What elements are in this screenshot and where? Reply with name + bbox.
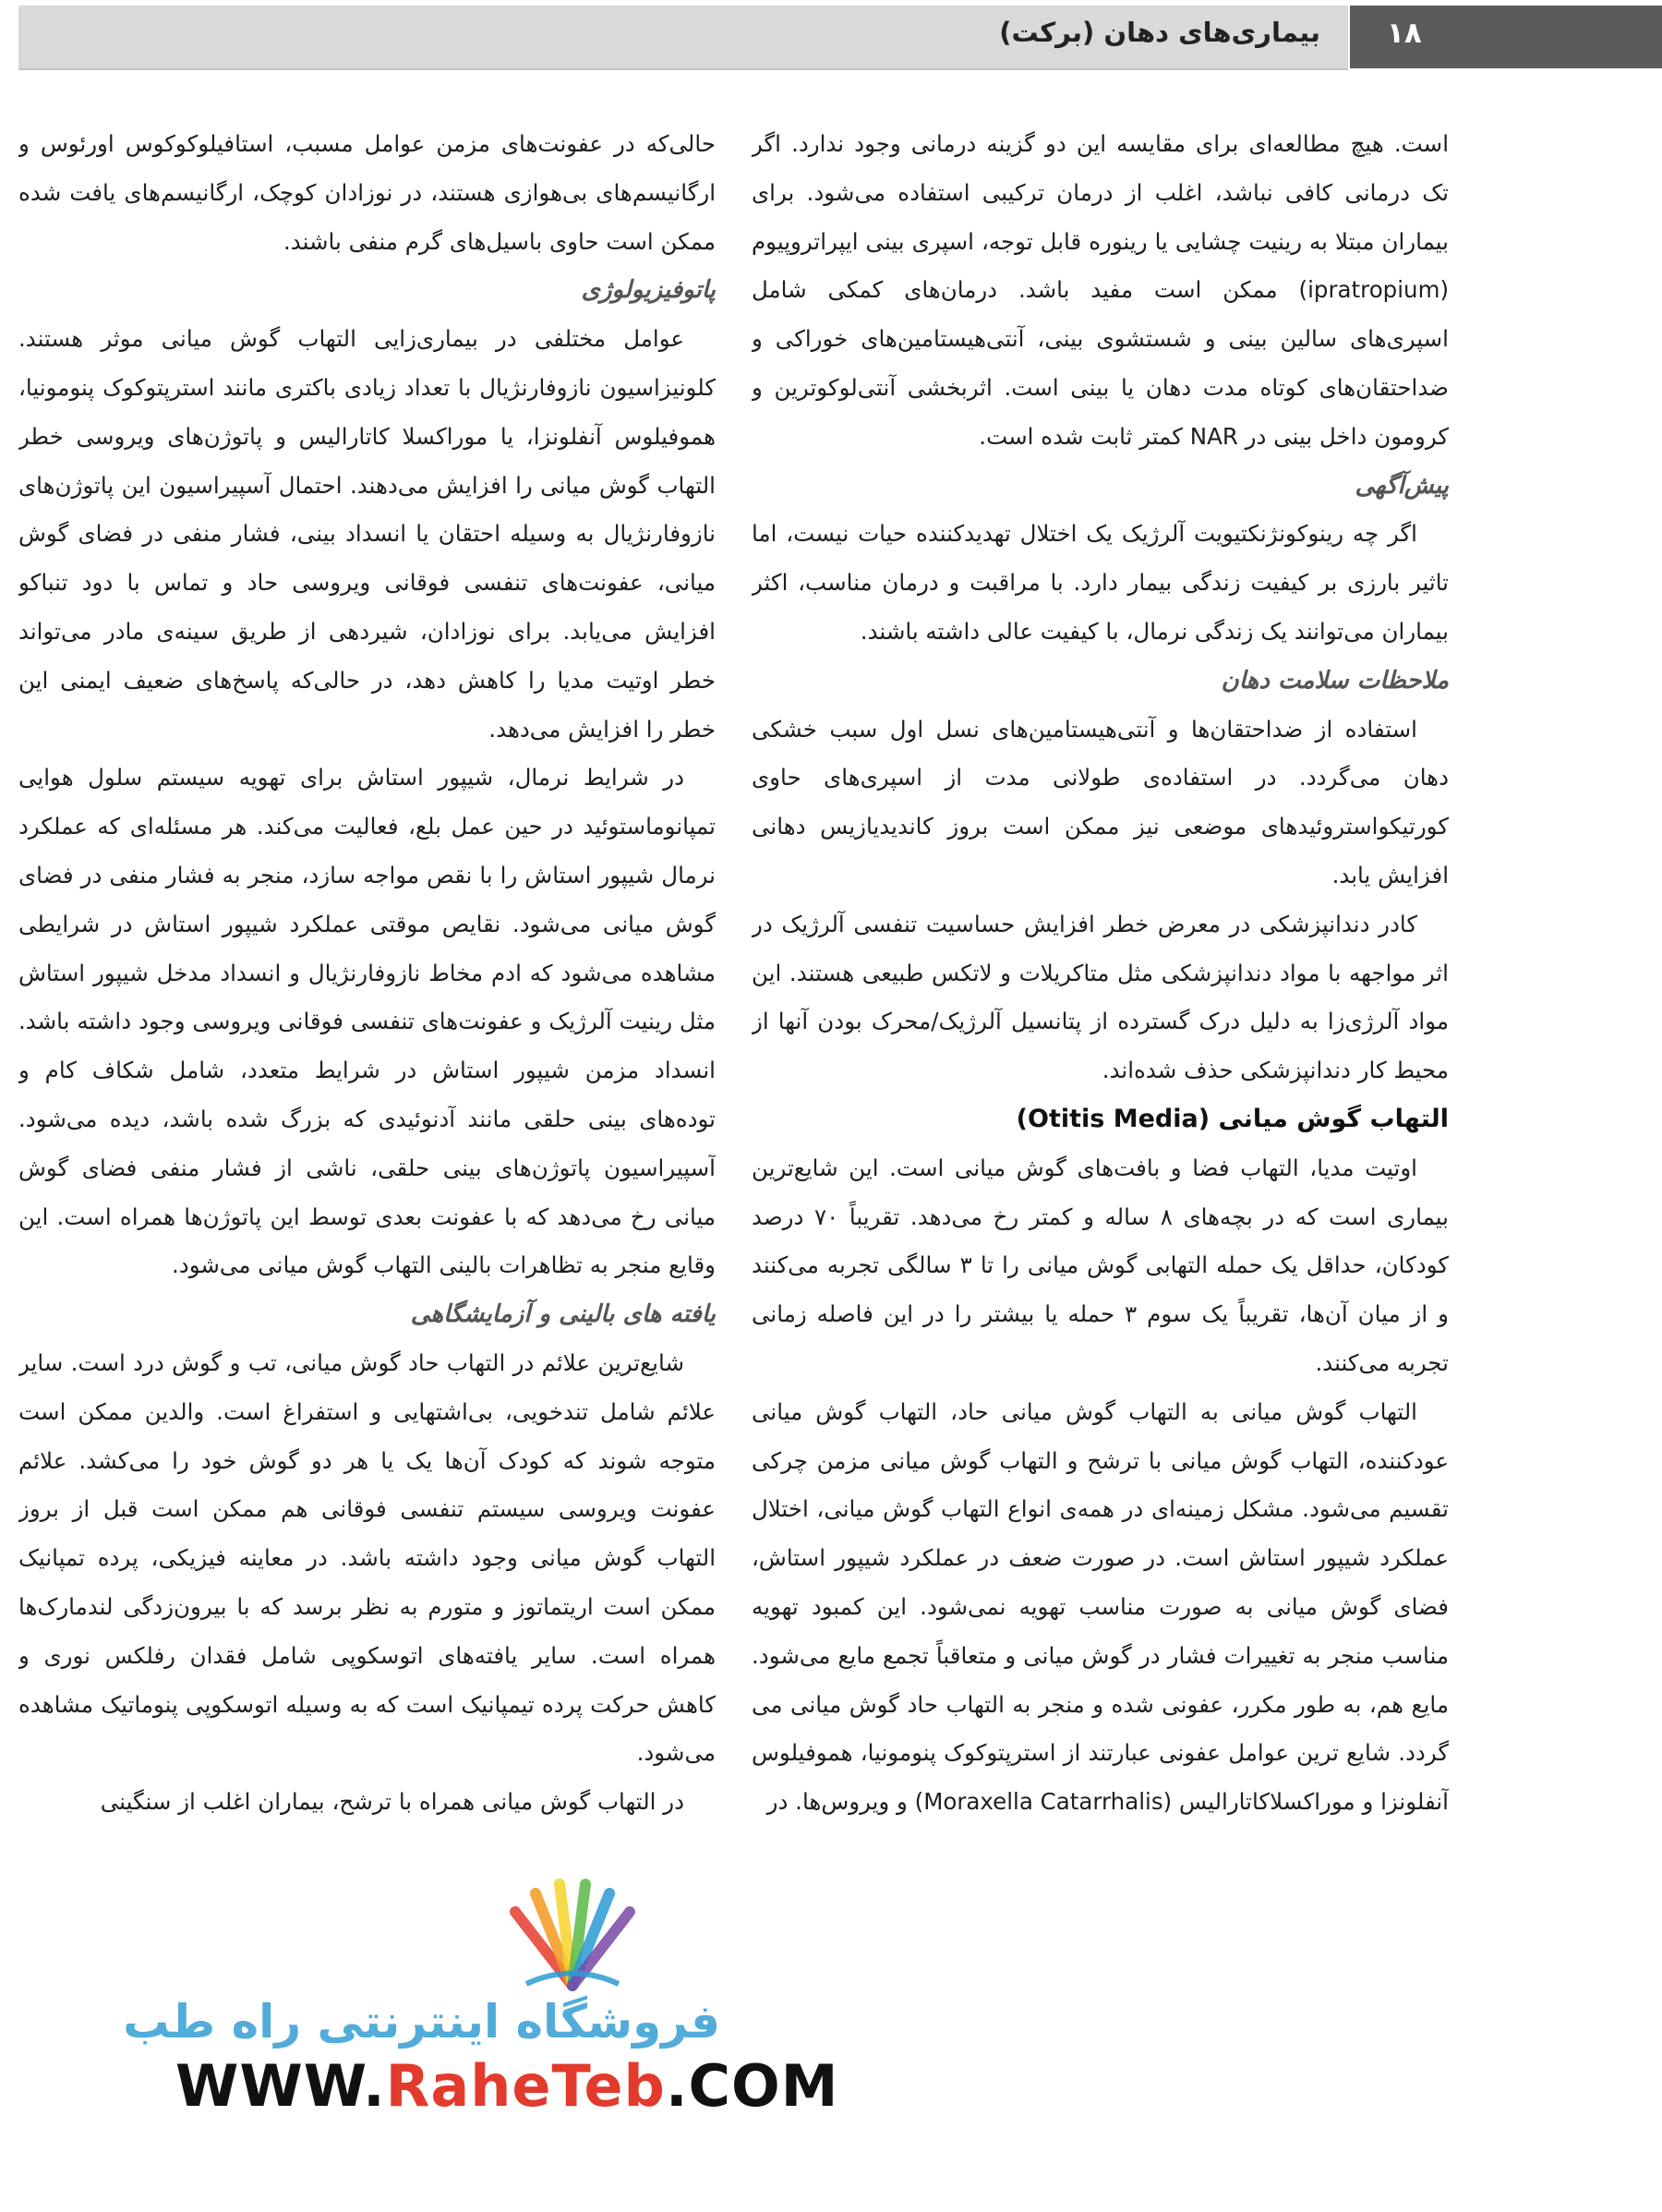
- paragraph: شایع‌ترین علائم در التهاب حاد گوش میانی، تب و گوش درد است. سایر علائم شامل تندخویی، بی‌اشتهایی و استفراغ است. والدین ممکن است متوجه شوند که کودک آن‌ها یک یا هر دو گوش خود را می‌کشد. علائم عفونت ویروسی سیستم تنفسی فوقانی هم ممکن است قبل از بروز التهاب گوش میانی وجود داشته باشد. در معاینه فیزیکی، پرده تمپانیک ممکن است اریتماتوز و متورم به نظر برسد که با بیرون‌زدگی لندمارک‌ها همراه است. سایر یافته‌های اتوسکوپی شامل فقدان رفلکس نوری و کاهش حرکت پرده تیمپانیک است که به وسیله اتوسکوپی پنوماتیک مشاهده می‌شود.: [18, 1348, 716, 1767]
- paragraph: در شرایط نرمال، شیپور استاش برای تهویه سیستم سلول هوایی تمپانوماستوئید در حین عمل بلع، فعالیت می‌کند. هر مسئله‌ای که عملکرد نرمال شیپور استاش را با نقص مواجه سازد، منجر به فشار منفی در فضای گوش میانی می‌شود. نقایص موقتی عملکرد شیپور استاش در شرایطی مشاهده می‌شود که ادم مخاط نازوفارنژیال و انسداد مدخل شیپور استاش مثل رینیت آلرژیک و عفونت‌های تنفسی فوقانی ویروسی وجود داشته باشد. انسداد مزمن شیپور استاش در شرایط متعدد، شامل شکاف کام و توده‌های بینی حلقی مانند آدنوئیدی که بزرگ شده باشد، دیده می‌شود. آسپیراسیون پاتوژن‌های بینی حلقی، ناشی از فشار منفی فضای گوش میانی رخ می‌دهد که با عفونت بعدی توسط این پاتوژن‌ها همراه است. این وقایع منجر به تظاهرات بالینی التهاب گوش میانی می‌شود.: [18, 764, 716, 1279]
- paragraph: التهاب گوش میانی به التهاب گوش میانی حاد، التهاب گوش میانی عودکننده، التهاب گوش میانی با ترشح و التهاب گوش میانی مزمن چرکی تقسیم می‌شود. مشکل زمینه‌ای در همه‌ی انواع التهاب گوش میانی، اختلال عملکرد شیپور استاش است. در صورت ضعف در عملکرد شیپور استاش، فضای گوش میانی به صورت مناسب تهویه نمی‌شود. این کمبود تهویه مناسب منجر به تغییرات فشار در گوش میانی و متعاقباً تجمع مایع می‌شود. مایع هم، به طور مکرر، عفونی شده و منجر به التهاب حاد گوش میانی می گردد. شایع ترین عوامل عفونی عبارتند از استرپتوکوک پنومونیا، هموفیلوس آنفلونزا و موراکسلاکاتارالیس (Moraxella Catarrhalis) و ویروس‌ها. در: [752, 1397, 1449, 1816]
- section-heading-prognosis: پیش‌آگهی: [1355, 471, 1449, 500]
- paragraph: استفاده از ضداحتقان‌ها و آنتی‌هیستامین‌های نسل اول سبب خشکی دهان می‌گردد. در استفاده‌ی طولانی مدت از اسپری‌های حاوی کورتیکواستروئیدهای موضعی نیز ممکن است بروز کاندیدیازیس دهانی افزایش یابد.: [752, 715, 1449, 888]
- section-heading-pathophysiology: پاتوفیزیولوژی: [581, 276, 716, 305]
- left-column: [18, 120, 716, 2207]
- section-heading-oral-health: ملاحظات سلامت دهان: [1221, 666, 1449, 695]
- watermark-url-brand: RaheTeb: [385, 2052, 666, 2120]
- paragraph: کادر دندانپزشکی در معرض خطر افزایش حساسیت تنفسی آلرژیک در اثر مواجهه با مواد دندانپزشکی مثل متاکریلات و لاتکس طبیعی هستند. این مواد آلرژی‌زا به دلیل درک گسترده از پتانسیل آلرژیک/محرک بودن آنها از محیط کار دندانپزشکی حذف شده‌اند.: [752, 910, 1449, 1084]
- header-title: بیماری‌های دهان (برکت): [999, 17, 1320, 48]
- watermark-shop-name: فروشگاه اینترنتی راه طب: [123, 1995, 720, 2049]
- paragraph: عوامل مختلفی در بیماری‌زایی التهاب گوش میانی موثر هستند. کلونیزاسیون نازوفارنژیال با تعداد زیادی باکتری مانند استرپتوکوک پنومونیا، هموفیلوس آنفلونزا، یا موراکسلا کاتارالیس و پاتوژن‌های ویروسی خطر التهاب گوش میانی را افزایش می‌دهند. احتمال آسپیراسیون این پاتوژن‌های نازوفارنژیال به وسیله احتقان یا انسداد بینی، فشار منفی در فضای گوش میانی، عفونت‌های تنفسی فوقانی ویروسی حاد و تماس با دود تنباکو افزایش می‌یابد. برای نوزادان، شیردهی از طریق سینه‌ی مادر می‌تواند خطر اوتیت مدیا را کاهش دهد، در حالی‌که پاسخ‌های ضعیف ایمنی این خطر را افزایش می‌دهد.: [18, 325, 716, 743]
- paragraph: در التهاب گوش میانی همراه با ترشح، بیماران اغلب از سنگینی: [100, 1788, 684, 1816]
- watermark-url-suffix: .COM: [665, 2052, 839, 2120]
- watermark-url-prefix: WWW.: [175, 2052, 386, 2120]
- page-number-box: [1350, 6, 1662, 68]
- page-number: ۱۸: [1387, 17, 1422, 50]
- paragraph: حالی‌که در عفونت‌های مزمن عوامل مسبب، استافیلوکوکوس اورئوس و ارگانیسم‌های بی‌هوازی هستند، در نوزادان کوچک، ارگانیسم‌های یافت شده ممکن است حاوی باسیل‌های گرم منفی باشند.: [18, 130, 716, 255]
- right-column: [752, 120, 1449, 2207]
- paragraph: است. هیچ مطالعه‌ای برای مقایسه این دو گزینه درمانی وجود ندارد. اگر تک درمانی کافی نباشد، اغلب از درمان ترکیبی استفاده می‌شود. برای بیماران مبتلا به رینیت چشایی یا رینوره قابل توجه، اسپری بینی ایپراتروپیوم (ipratropium) ممکن است مفید باشد. درمان‌های کمکی شامل اسپری‌های سالین بینی و شستشوی بینی، آنتی‌هیستامین‌های خوراکی و ضداحتقان‌های کوتاه مدت دهان یا بینی است. اثربخشی آنتی‌لوکوترین و کرومون داخل بینی در NAR کمتر ثابت شده است.: [752, 130, 1449, 450]
- section-heading-otitis-media: التهاب گوش میانی (Otitis Media): [1016, 1104, 1449, 1133]
- paragraph: اگر چه رینوکونژنکتیویت آلرژیک یک اختلال تهدیدکننده حیات نیست، اما تاثیر بارزی بر کیفیت زندگی بیمار دارد. با مراقبت و درمان مناسب، اکثر بیماران می‌توانند یک زندگی نرمال، با کیفیت عالی داشته باشند.: [752, 520, 1449, 645]
- running-header: [18, 6, 1348, 70]
- section-heading-clinical-findings: یافته‌ های بالینی و آزمایشگاهی: [410, 1300, 716, 1329]
- paragraph: اوتیت مدیا، التهاب فضا و بافت‌های گوش میانی است. این شایع‌ترین بیماری است که در بچه‌های ۸ ساله و کمتر رخ می‌دهد. تقریباً ۷۰ درصد کودکان، حداقل یک حمله التهابی گوش میانی را تا ۳ سالگی تجربه می‌کنند و از میان آن‌ها، تقریباً یک سوم ۳ حمله یا بیشتر را در این فاصله زمانی تجربه می‌کنند.: [752, 1154, 1449, 1376]
